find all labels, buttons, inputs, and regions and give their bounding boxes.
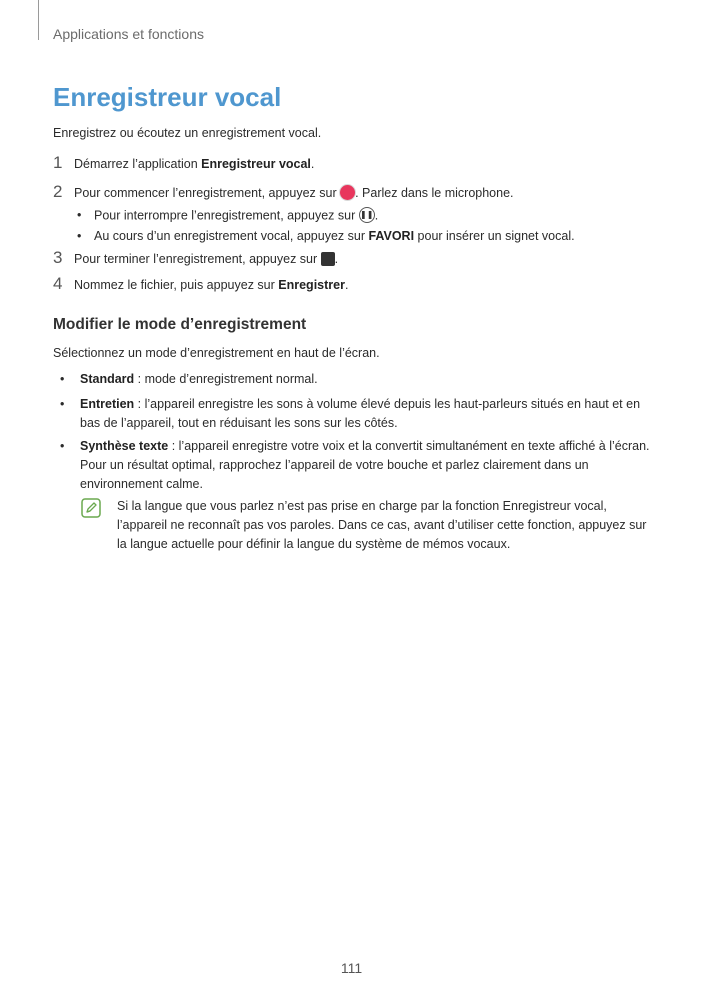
- mode-description: : mode d’enregistrement normal.: [134, 372, 318, 386]
- step-text: Démarrez l’application: [74, 157, 202, 171]
- step-text: Nommez le fichier, puis appuyez sur: [74, 278, 279, 292]
- mode-name: Entretien: [80, 397, 135, 411]
- intro-text: Enregistrez ou écoutez un enregistrement vocal.: [53, 126, 322, 140]
- stop-button-icon: [321, 252, 335, 266]
- note-pencil-icon: [81, 498, 101, 518]
- bullet-text-end: .: [374, 208, 379, 223]
- bookmark-label: FAVORI: [368, 229, 415, 243]
- bullet-text: Pour interrompre l’enregistrement, appuyez sur: [94, 208, 359, 223]
- record-button-icon: [340, 185, 355, 200]
- step-text-end: .: [310, 157, 315, 171]
- bullet-text-end: pour insérer un signet vocal.: [414, 229, 575, 243]
- step-number: 2: [53, 182, 63, 201]
- page-number: 111: [340, 960, 363, 976]
- bullet: •: [60, 372, 65, 386]
- mode-description: : l’appareil enregistre votre voix et la convertit simultanément en texte affiché à l’écran. Pour un résultat optimal, rapprochez l’appareil de votre bouche et parlez clairement dans un environnement calme.: [80, 439, 650, 491]
- step-text-end: .: [334, 252, 339, 266]
- step-number: 1: [53, 153, 63, 172]
- header-rule: [38, 0, 39, 40]
- mode-description: : l’appareil enregistre les sons à volume élevé depuis les haut-parleurs situés en haut et en bas de l’appareil, tout en réduisant les sons sur les côtés.: [80, 397, 641, 430]
- bullet: •: [77, 208, 82, 222]
- section-header: Applications et fonctions: [53, 26, 204, 42]
- mode-name: Synthèse texte: [80, 439, 169, 453]
- section-heading: Modifier le mode d’enregistrement: [53, 316, 307, 333]
- step-text: Pour commencer l’enregistrement, appuyez sur: [74, 186, 341, 200]
- mode-name: Standard: [80, 372, 135, 386]
- step-text: Pour terminer l’enregistrement, appuyez sur: [74, 252, 321, 266]
- step-text-end: . Parlez dans le microphone.: [355, 186, 514, 200]
- step-text-end: .: [344, 278, 349, 292]
- page-title: Enregistreur vocal: [53, 82, 282, 112]
- note-text: Si la langue que vous parlez n’est pas prise en charge par la fonction Enregistreur vocal, l’appareil ne reconnaît pas vos paroles. Dans ce cas, avant d’utiliser cette fonction, appuyez sur la langue actuelle pour définir la langue du système de mémos vocaux.: [117, 499, 647, 551]
- mode-standard: [60, 370, 650, 389]
- mode-speech-to-text: [60, 437, 650, 494]
- step-number: 4: [53, 274, 63, 293]
- mode-interview: [60, 395, 650, 433]
- step-number: 3: [53, 248, 63, 267]
- pause-button-icon: ❚❚: [359, 207, 375, 223]
- bullet: •: [60, 397, 65, 411]
- app-name: Enregistreur vocal: [201, 157, 311, 171]
- save-label: Enregistrer: [278, 278, 345, 292]
- bullet: •: [77, 229, 82, 243]
- section-intro: Sélectionnez un mode d’enregistrement en haut de l’écran.: [53, 346, 380, 360]
- bullet-text: Au cours d’un enregistrement vocal, appuyez sur: [94, 229, 369, 243]
- bullet: •: [60, 439, 65, 453]
